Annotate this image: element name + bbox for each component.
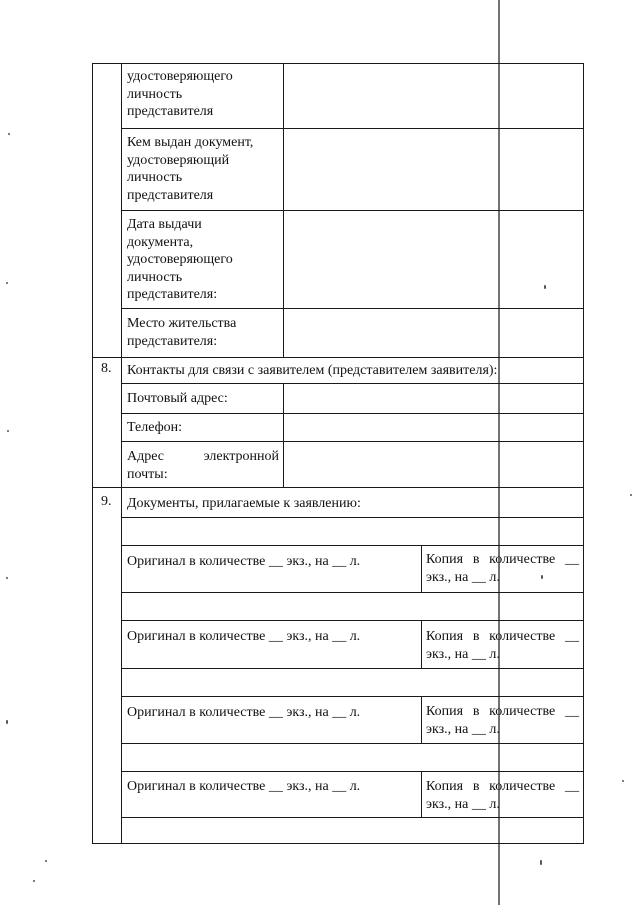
label-line: личность — [127, 86, 183, 102]
email-label-line — [127, 448, 279, 466]
copy-line — [426, 551, 579, 569]
copy-count-text — [426, 703, 579, 738]
copy-word: __ — [564, 779, 579, 794]
copy-word: в — [472, 629, 480, 644]
copy-count-text — [426, 628, 579, 663]
number-column-divider — [121, 63, 122, 844]
document-name-field[interactable] — [122, 818, 583, 843]
scan-speck — [630, 494, 632, 496]
copy-line — [426, 703, 579, 721]
issue-date-value[interactable] — [284, 211, 498, 308]
phone-label: Телефон: — [127, 420, 183, 435]
document-name-field[interactable] — [122, 593, 583, 620]
original-count-text: Оригинал в количестве __ экз., на __ л. — [127, 705, 361, 720]
copy-line: экз., на __ л. — [426, 646, 500, 662]
section-divider — [92, 487, 584, 488]
copy-word: количестве — [489, 629, 556, 644]
label-line: личность — [127, 170, 183, 185]
issued-by-value[interactable] — [284, 129, 498, 210]
original-count-text: Оригинал в количестве __ экз., на __ л. — [127, 779, 361, 794]
row-divider — [121, 545, 583, 546]
copy-word: __ — [564, 704, 579, 719]
section-divider — [92, 357, 584, 358]
label-line: почты: — [127, 466, 168, 482]
issue-date-label — [127, 216, 283, 304]
section-number: 9. — [101, 494, 112, 509]
doc-identity-value[interactable] — [284, 64, 498, 128]
original-copy-divider — [421, 771, 422, 817]
original-count-text: Оригинал в количестве __ экз., на __ л. — [127, 554, 361, 569]
copy-count-text — [426, 551, 579, 586]
table-bottom-border — [92, 843, 584, 844]
section-title: Контакты для связи с заявителем (представителем заявителя): — [127, 363, 498, 378]
copy-word: в — [472, 779, 480, 794]
label-line: Место жительства — [127, 316, 237, 331]
phone-field[interactable] — [284, 414, 498, 441]
copy-word: __ — [564, 629, 579, 644]
scan-speck — [7, 430, 9, 432]
copy-word: в — [472, 704, 480, 719]
original-copy-divider — [421, 545, 422, 592]
label-line: представителя: — [127, 333, 218, 349]
scan-speck — [8, 133, 10, 135]
document-name-field[interactable] — [122, 518, 583, 545]
row-divider — [121, 696, 583, 697]
copy-word: количестве — [489, 704, 556, 719]
copy-word: Копия — [426, 704, 464, 719]
document-name-field[interactable] — [122, 669, 583, 696]
postal-address-field[interactable] — [284, 384, 498, 413]
copy-word: Копия — [426, 779, 464, 794]
label-line: удостоверяющий — [127, 152, 230, 168]
email-field[interactable] — [284, 442, 498, 487]
scan-speck — [540, 860, 542, 865]
document-name-field[interactable] — [122, 744, 583, 771]
copy-word: количестве — [489, 552, 556, 567]
label-line: Кем выдан документ, — [127, 135, 254, 150]
row-divider — [121, 771, 583, 772]
label-word: электронной — [203, 449, 279, 464]
postal-address-label: Почтовый адрес: — [127, 391, 228, 406]
original-copy-divider — [421, 620, 422, 668]
copy-word: в — [472, 552, 480, 567]
scan-speck — [33, 880, 35, 882]
copy-word: количестве — [489, 779, 556, 794]
table-right-border — [583, 63, 584, 844]
scan-speck — [622, 780, 624, 782]
residence-label — [127, 315, 283, 350]
scan-speck — [544, 285, 546, 289]
label-line: удостоверяющего — [127, 69, 233, 84]
section-number: 8. — [101, 361, 112, 376]
copy-line — [426, 778, 579, 796]
copy-line: экз., на __ л. — [426, 569, 500, 585]
original-copy-divider — [421, 696, 422, 743]
label-word: Адрес — [127, 449, 165, 464]
email-label — [127, 448, 279, 483]
row-divider — [121, 620, 583, 621]
section-title: Документы, прилагаемые к заявлению: — [127, 496, 361, 511]
issued-by-label — [127, 134, 283, 204]
copy-word: Копия — [426, 629, 464, 644]
original-count-text: Оригинал в количестве __ экз., на __ л. — [127, 629, 361, 644]
copy-line: экз., на __ л. — [426, 721, 500, 737]
copy-word: Копия — [426, 552, 464, 567]
label-line: документа, — [127, 234, 194, 250]
residence-value[interactable] — [284, 309, 498, 357]
label-line: удостоверяющего — [127, 252, 233, 267]
label-line: личность — [127, 269, 183, 285]
copy-word: __ — [564, 552, 579, 567]
table-left-border — [92, 63, 93, 844]
scan-speck — [541, 575, 543, 579]
copy-line — [426, 628, 579, 646]
scan-speck — [6, 577, 8, 579]
doc-identity-label — [127, 68, 277, 121]
scan-speck — [6, 282, 8, 284]
label-line: Дата выдачи — [127, 217, 202, 232]
label-line: представителя — [127, 187, 214, 203]
copy-line: экз., на __ л. — [426, 796, 500, 812]
label-line: представителя — [127, 104, 214, 119]
copy-count-text — [426, 778, 579, 813]
scan-speck — [6, 720, 8, 724]
scan-speck — [45, 860, 47, 862]
label-line: представителя: — [127, 287, 218, 302]
